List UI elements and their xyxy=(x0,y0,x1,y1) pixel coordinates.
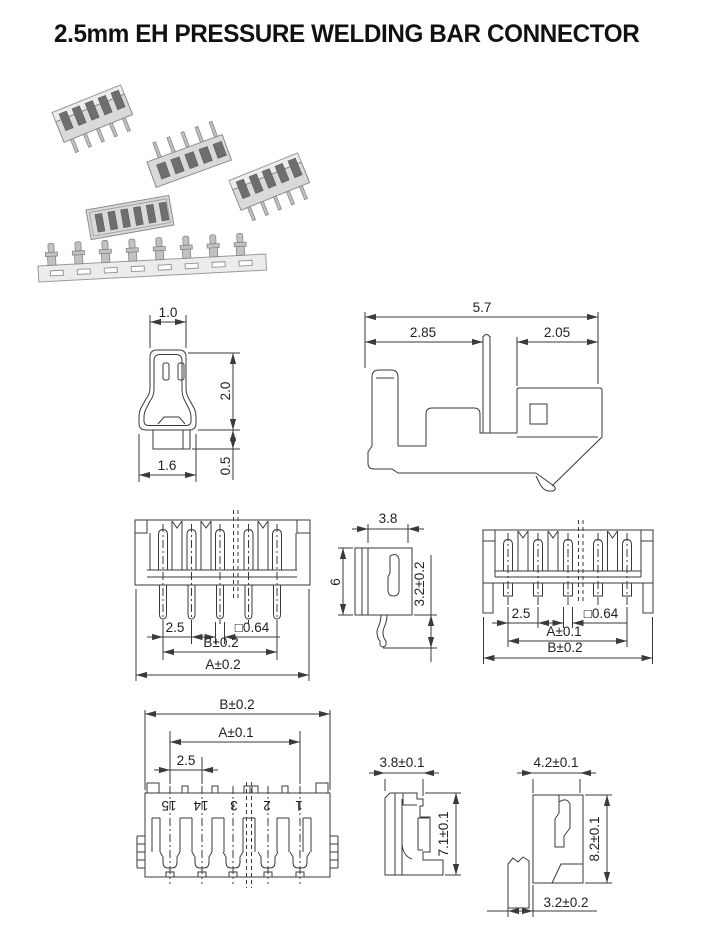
dim-assembled-width: 4.2±0.1 xyxy=(533,755,579,770)
dim-smt-pin-square: □0.64 xyxy=(583,606,619,621)
drawing-housing-bottom xyxy=(137,697,338,888)
dim-smt-a: A±0.1 xyxy=(546,624,582,639)
drawing-housing-assembled xyxy=(487,755,612,917)
drawing-header-smt-front xyxy=(483,520,653,664)
product-photos xyxy=(37,85,315,282)
pin-header-angled-center-photo xyxy=(142,120,232,188)
position-number: 3 xyxy=(230,798,238,813)
dim-terminal-right-length: 2.05 xyxy=(543,325,571,340)
drawing-header-dip-side xyxy=(328,511,437,662)
dim-housing-a: A±0.1 xyxy=(218,725,254,740)
dim-terminal-top-width: 1.0 xyxy=(158,305,178,320)
dim-assembled-wire-offset: 3.2±0.2 xyxy=(543,895,589,910)
dim-housing-b: B±0.2 xyxy=(219,697,255,712)
pin-header-front-view-photo xyxy=(86,195,174,239)
dim-dip-side-height: 6 xyxy=(328,578,343,586)
dim-housing-pitch: 2.5 xyxy=(176,753,196,768)
dim-dip-a: A±0.2 xyxy=(205,657,241,672)
drawing-terminal-cross-section xyxy=(139,305,240,482)
dim-terminal-height: 2.0 xyxy=(218,381,233,401)
dim-dip-pitch: 2.5 xyxy=(165,620,185,635)
dim-terminal-total-length: 5.7 xyxy=(472,300,492,315)
dim-smt-pitch: 2.5 xyxy=(511,606,531,621)
drawing-header-dip-front xyxy=(135,510,310,681)
dim-dip-pin-square: □0.64 xyxy=(234,620,270,635)
drawing-terminal-side-view xyxy=(365,300,602,491)
position-number: 1 xyxy=(295,798,303,813)
position-number: 2 xyxy=(263,798,271,813)
dim-terminal-base-height: 0.5 xyxy=(218,456,233,476)
position-numbers xyxy=(161,798,302,813)
pin-header-angled-right-photo xyxy=(229,153,315,223)
dim-terminal-left-length: 2.85 xyxy=(409,325,437,340)
dim-dip-b: B±0.2 xyxy=(203,635,239,650)
dim-housing-side-height: 7.1±0.1 xyxy=(436,811,451,857)
position-number: 14 xyxy=(193,798,209,813)
position-number: 15 xyxy=(161,798,177,813)
drawing-housing-side xyxy=(369,755,461,875)
dim-dip-pin-length: 3.2±0.2 xyxy=(412,561,427,607)
dim-smt-b: B±0.2 xyxy=(547,640,583,655)
page-title: 2.5mm EH PRESSURE WELDING BAR CONNECTOR xyxy=(54,20,640,48)
crimp-terminal-strip-photo xyxy=(37,232,267,282)
pin-header-angled-left-photo xyxy=(52,85,138,155)
dim-housing-side-width: 3.8±0.1 xyxy=(379,755,425,770)
dim-terminal-base-width: 1.6 xyxy=(157,458,177,473)
dim-assembled-height: 8.2±0.1 xyxy=(587,816,602,862)
dim-dip-side-width: 3.8 xyxy=(378,511,398,526)
